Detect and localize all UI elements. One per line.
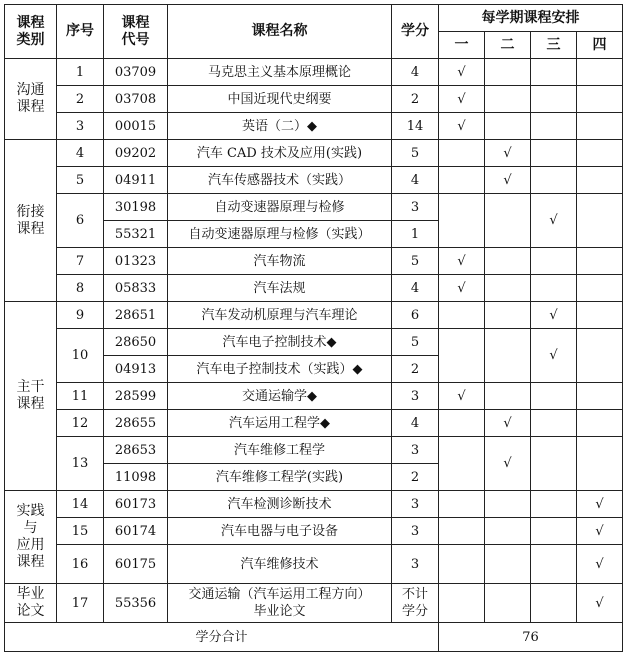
sem3-cell <box>531 86 577 113</box>
header-schedule: 每学期课程安排 <box>439 5 623 32</box>
code-cell: 28650 <box>104 329 168 356</box>
credit-cell: 6 <box>392 302 439 329</box>
table-row <box>5 194 623 221</box>
credit-cell: 4 <box>392 167 439 194</box>
seq-cell: 15 <box>57 518 104 545</box>
sem4-cell <box>577 194 623 248</box>
sem2-cell <box>485 383 531 410</box>
table-row <box>5 275 623 302</box>
sem2-cell <box>485 86 531 113</box>
sem4-cell <box>577 167 623 194</box>
course-name-cell: 汽车运用工程学◆ <box>168 410 392 437</box>
category-cell: 沟通 课程 <box>5 59 57 140</box>
code-cell: 60174 <box>104 518 168 545</box>
sem2-cell <box>485 113 531 140</box>
table-row <box>5 302 623 329</box>
sem1-cell <box>439 518 485 545</box>
header-credit: 学分 <box>392 5 439 59</box>
header-code: 课程 代号 <box>104 5 168 59</box>
table-row <box>5 113 623 140</box>
check-mark-cell: √ <box>439 275 485 302</box>
code-cell: 55321 <box>104 221 168 248</box>
code-cell: 28655 <box>104 410 168 437</box>
code-cell: 09202 <box>104 140 168 167</box>
table-row <box>5 383 623 410</box>
sem2-cell <box>485 275 531 302</box>
header-category: 课程 类别 <box>5 5 57 59</box>
sem3-cell <box>531 437 577 491</box>
table-row <box>5 437 623 464</box>
seq-cell: 12 <box>57 410 104 437</box>
check-mark-cell: √ <box>439 59 485 86</box>
sem4-cell <box>577 410 623 437</box>
seq-cell: 2 <box>57 86 104 113</box>
sem2-cell <box>485 302 531 329</box>
table-row <box>5 248 623 275</box>
sem2-cell <box>485 518 531 545</box>
seq-cell: 3 <box>57 113 104 140</box>
credit-cell: 3 <box>392 545 439 584</box>
code-cell: 30198 <box>104 194 168 221</box>
course-name-cell: 马克思主义基本原理概论 <box>168 59 392 86</box>
sem3-cell <box>531 113 577 140</box>
seq-cell: 9 <box>57 302 104 329</box>
credit-cell: 3 <box>392 518 439 545</box>
code-cell: 55356 <box>104 584 168 623</box>
credit-cell: 3 <box>392 437 439 464</box>
credit-cell: 4 <box>392 410 439 437</box>
sem4-cell <box>577 275 623 302</box>
seq-cell: 11 <box>57 383 104 410</box>
credit-cell: 5 <box>392 248 439 275</box>
table-row <box>5 410 623 437</box>
sem3-cell <box>531 491 577 518</box>
seq-cell: 14 <box>57 491 104 518</box>
sem3-cell <box>531 59 577 86</box>
seq-cell: 17 <box>57 584 104 623</box>
table-row <box>5 140 623 167</box>
header-row <box>5 5 623 32</box>
credit-cell: 3 <box>392 194 439 221</box>
sem2-cell <box>485 545 531 584</box>
check-mark-cell: √ <box>485 410 531 437</box>
credit-cell: 3 <box>392 491 439 518</box>
seq-cell: 16 <box>57 545 104 584</box>
check-mark-cell: √ <box>577 584 623 623</box>
sem4-cell <box>577 140 623 167</box>
check-mark-cell: √ <box>485 167 531 194</box>
course-name-cell: 汽车电子控制技术（实践）◆ <box>168 356 392 383</box>
credit-cell: 3 <box>392 383 439 410</box>
table-row <box>5 59 623 86</box>
credit-cell: 5 <box>392 329 439 356</box>
check-mark-cell: √ <box>577 545 623 584</box>
check-mark-cell: √ <box>531 194 577 248</box>
course-name-cell: 汽车发动机原理与汽车理论 <box>168 302 392 329</box>
credit-cell: 5 <box>392 140 439 167</box>
sem4-cell <box>577 59 623 86</box>
seq-cell: 6 <box>57 194 104 248</box>
sem1-cell <box>439 545 485 584</box>
check-mark-cell: √ <box>531 302 577 329</box>
course-name-cell: 英语（二）◆ <box>168 113 392 140</box>
sem1-cell <box>439 584 485 623</box>
total-label: 学分合计 <box>5 623 439 652</box>
check-mark-cell: √ <box>531 329 577 383</box>
seq-cell: 13 <box>57 437 104 491</box>
sem1-cell <box>439 140 485 167</box>
check-mark-cell: √ <box>577 518 623 545</box>
code-cell: 03709 <box>104 59 168 86</box>
course-name-cell: 汽车检测诊断技术 <box>168 491 392 518</box>
sem3-cell <box>531 275 577 302</box>
seq-cell: 7 <box>57 248 104 275</box>
course-name-cell: 汽车物流 <box>168 248 392 275</box>
course-name-cell: 中国近现代史纲要 <box>168 86 392 113</box>
sem4-cell <box>577 329 623 383</box>
check-mark-cell: √ <box>577 491 623 518</box>
credit-cell: 2 <box>392 464 439 491</box>
sem3-cell <box>531 584 577 623</box>
table-row <box>5 491 623 518</box>
course-name-cell: 汽车维修技术 <box>168 545 392 584</box>
table-row <box>5 518 623 545</box>
seq-cell: 4 <box>57 140 104 167</box>
code-cell: 03708 <box>104 86 168 113</box>
credit-cell: 2 <box>392 356 439 383</box>
category-cell: 主干 课程 <box>5 302 57 491</box>
curriculum-table <box>4 4 623 652</box>
credit-cell: 1 <box>392 221 439 248</box>
sem2-cell <box>485 248 531 275</box>
sem2-cell <box>485 329 531 383</box>
check-mark-cell: √ <box>439 86 485 113</box>
sem1-cell <box>439 302 485 329</box>
seq-cell: 10 <box>57 329 104 383</box>
table-row <box>5 584 623 623</box>
category-cell: 实践 与 应用 课程 <box>5 491 57 584</box>
seq-cell: 5 <box>57 167 104 194</box>
table-row <box>5 329 623 356</box>
course-name-cell: 汽车法规 <box>168 275 392 302</box>
header-semester-3: 三 <box>531 32 577 59</box>
table-row <box>5 167 623 194</box>
course-name-cell: 汽车电子控制技术◆ <box>168 329 392 356</box>
course-name-cell: 汽车维修工程学 <box>168 437 392 464</box>
sem1-cell <box>439 167 485 194</box>
credit-cell: 4 <box>392 59 439 86</box>
code-cell: 28651 <box>104 302 168 329</box>
credit-cell: 4 <box>392 275 439 302</box>
sem4-cell <box>577 437 623 491</box>
course-name-cell: 交通运输学◆ <box>168 383 392 410</box>
total-row <box>5 623 623 652</box>
check-mark-cell: √ <box>439 383 485 410</box>
sem4-cell <box>577 86 623 113</box>
table-row <box>5 545 623 584</box>
code-cell: 04911 <box>104 167 168 194</box>
sem3-cell <box>531 518 577 545</box>
sem4-cell <box>577 248 623 275</box>
sem1-cell <box>439 437 485 491</box>
sem4-cell <box>577 383 623 410</box>
seq-cell: 1 <box>57 59 104 86</box>
credit-cell: 不计 学分 <box>392 584 439 623</box>
code-cell: 60173 <box>104 491 168 518</box>
code-cell: 11098 <box>104 464 168 491</box>
course-name-cell: 汽车传感器技术（实践） <box>168 167 392 194</box>
total-value: 76 <box>439 623 623 652</box>
code-cell: 01323 <box>104 248 168 275</box>
header-semester-2: 二 <box>485 32 531 59</box>
check-mark-cell: √ <box>485 437 531 491</box>
code-cell: 04913 <box>104 356 168 383</box>
sem4-cell <box>577 302 623 329</box>
sem2-cell <box>485 491 531 518</box>
sem3-cell <box>531 167 577 194</box>
header-semester-4: 四 <box>577 32 623 59</box>
credit-cell: 14 <box>392 113 439 140</box>
sem3-cell <box>531 383 577 410</box>
code-cell: 60175 <box>104 545 168 584</box>
header-semester-1: 一 <box>439 32 485 59</box>
check-mark-cell: √ <box>439 113 485 140</box>
course-name-cell: 交通运输（汽车运用工程方向） 毕业论文 <box>168 584 392 623</box>
sem4-cell <box>577 113 623 140</box>
sem1-cell <box>439 410 485 437</box>
sem1-cell <box>439 491 485 518</box>
code-cell: 05833 <box>104 275 168 302</box>
seq-cell: 8 <box>57 275 104 302</box>
sem2-cell <box>485 584 531 623</box>
sem3-cell <box>531 410 577 437</box>
course-name-cell: 自动变速器原理与检修 <box>168 194 392 221</box>
sem3-cell <box>531 248 577 275</box>
course-name-cell: 汽车维修工程学(实践) <box>168 464 392 491</box>
category-cell: 毕业 论文 <box>5 584 57 623</box>
code-cell: 28599 <box>104 383 168 410</box>
header-seq: 序号 <box>57 5 104 59</box>
credit-cell: 2 <box>392 86 439 113</box>
course-name-cell: 自动变速器原理与检修（实践） <box>168 221 392 248</box>
code-cell: 00015 <box>104 113 168 140</box>
course-name-cell: 汽车 CAD 技术及应用(实践) <box>168 140 392 167</box>
sem3-cell <box>531 140 577 167</box>
course-name-cell: 汽车电器与电子设备 <box>168 518 392 545</box>
sem2-cell <box>485 59 531 86</box>
table-row <box>5 86 623 113</box>
sem1-cell <box>439 329 485 383</box>
check-mark-cell: √ <box>439 248 485 275</box>
sem1-cell <box>439 194 485 248</box>
sem3-cell <box>531 545 577 584</box>
sem2-cell <box>485 194 531 248</box>
category-cell: 衔接 课程 <box>5 140 57 302</box>
header-course-name: 课程名称 <box>168 5 392 59</box>
check-mark-cell: √ <box>485 140 531 167</box>
code-cell: 28653 <box>104 437 168 464</box>
